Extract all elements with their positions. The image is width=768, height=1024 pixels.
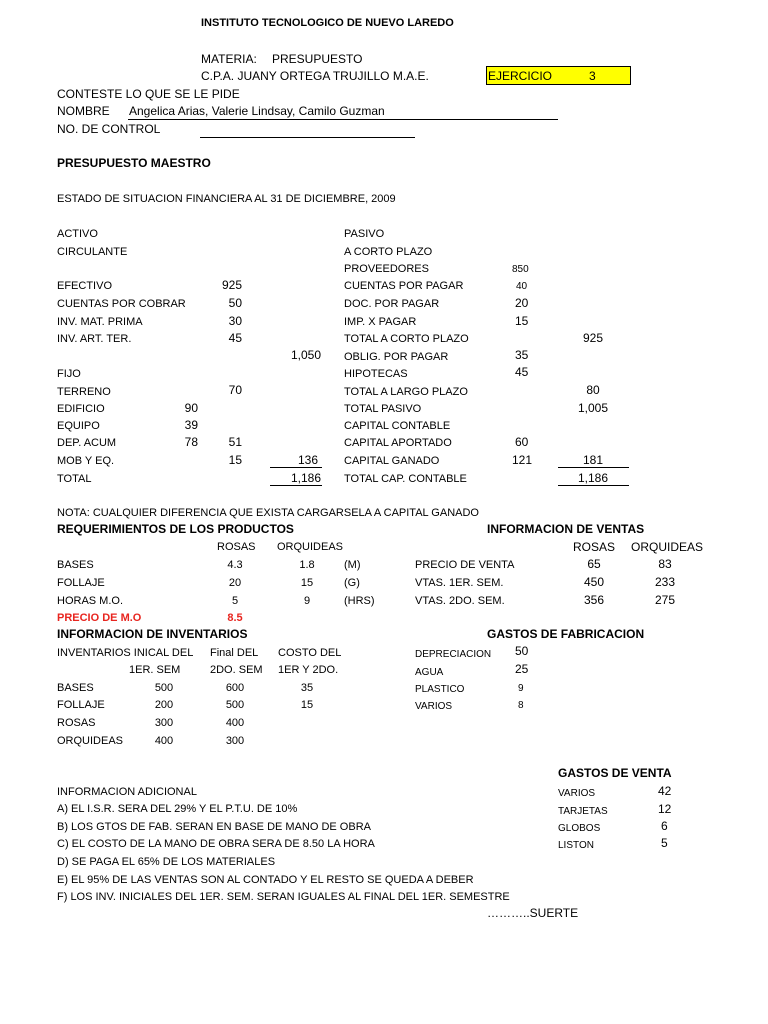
gastos-venta-label: TARJETAS [558,806,608,817]
inv-row-label: ROSAS [57,717,96,729]
edificio-value: 90 [184,401,198,415]
inv-header-2a: Final DEL [210,647,259,659]
exercise-number: 3 [589,69,596,83]
inv-costo-value: 35 [300,682,314,694]
circulante-total: 1,050 [290,348,321,362]
materia-label: MATERIA: [201,52,257,66]
total-activo-value: 1,186 [290,471,321,485]
capital-ganado-value: 121 [512,453,533,467]
gastos-venta-value: 12 [658,802,672,816]
total-corto-label: TOTAL A CORTO PLAZO [344,333,469,345]
ventas-orquideas-value: 233 [654,575,676,589]
gastos-venta-value: 6 [661,819,668,833]
pasivo-title: PASIVO [344,228,385,240]
gastos-venta-label: GLOBOS [558,823,601,834]
name-value: Angelica Arias, Valerie Lindsay, Camilo Guzman [129,104,385,118]
activo-value: 45 [228,331,242,345]
capital-ganado-total: 181 [582,453,604,467]
imp-pagar-value: 15 [515,314,529,328]
inv-row-label: ORQUIDEAS [57,735,124,747]
inv-header-3a: COSTO DEL [278,647,342,659]
adicional-item: E) EL 95% DE LAS VENTAS SON AL CONTADO Y EL RESTO SE QUEDA A DEBER [57,874,474,886]
hipotecas-value: 45 [515,365,529,379]
inventarios-title: INFORMACION DE INVENTARIOS [57,627,248,641]
total-cap-underline [558,485,629,486]
total-cap-value: 1,186 [577,471,609,485]
fijo-total: 136 [297,453,318,467]
req-row-label: HORAS M.O. [57,595,124,607]
ventas-rosas-value: 356 [583,593,605,607]
ventas-col-orquideas: ORQUIDEAS [631,540,704,554]
corto-plazo-title: A CORTO PLAZO [344,246,433,258]
req-col-rosas: ROSAS [217,541,256,553]
gastos-fab-value: 50 [515,644,529,658]
materia-value: PRESUPUESTO [272,52,363,66]
edificio-label: EDIFICIO [57,403,105,415]
control-underline [200,137,415,138]
capital-contable-label: CAPITAL CONTABLE [344,420,451,432]
adicional-item: D) SE PAGA EL 65% DE LOS MATERIALES [57,856,276,868]
precio-mo-label: PRECIO DE M.O [57,612,142,624]
gastos-fab-label: PLASTICO [415,684,465,695]
dep-acum-value: 78 [184,435,198,449]
nota: NOTA: CUALQUIER DIFERENCIA QUE EXISTA CARGARSELA A CAPITAL GANADO [57,507,479,519]
gastos-fab-value: 8 [518,700,524,711]
inv-fin-value: 400 [225,717,245,729]
instruction: CONTESTE LO QUE SE LE PIDE [57,87,240,101]
oblig-value: 35 [515,348,529,362]
equipo-label: EQUIPO [57,420,100,432]
inv-fin-value: 600 [225,682,245,694]
activo-label: CUENTAS POR COBRAR [57,298,186,310]
total-corto-value: 925 [582,331,604,345]
inv-costo-value: 15 [300,699,314,711]
activo-value: 30 [228,314,242,328]
gastos-venta-label: VARIOS [558,788,596,799]
activo-label: EFECTIVO [57,280,113,292]
capital-aportado-value: 60 [515,435,529,449]
req-orquideas-value: 15 [300,577,314,589]
fijo-title: FIJO [57,368,81,380]
inv-header-2b: 2DO. SEM [210,664,263,676]
gastos-fab-value: 9 [518,683,524,694]
cuentas-pagar-label: CUENTAS POR PAGAR [344,280,464,292]
inv-ini-value: 500 [154,682,174,694]
ventas-rosas-value: 450 [583,575,605,589]
req-row-label: BASES [57,559,94,571]
ventas-row-label: VTAS. 2DO. SEM. [415,595,505,607]
activo-title: ACTIVO [57,228,98,240]
circulante-title: CIRCULANTE [57,246,128,258]
mob-label: MOB Y EQ. [57,455,115,467]
fijo-underline [270,467,322,468]
activo-label: INV. MAT. PRIMA [57,316,143,328]
control-label: NO. DE CONTROL [57,122,161,136]
institute-title: INSTITUTO TECNOLOGICO DE NUEVO LAREDO [201,17,454,29]
hipotecas-label: HIPOTECAS [344,368,408,380]
total-largo-value: 80 [586,383,600,397]
gastos-venta-title: GASTOS DE VENTA [558,766,672,780]
gastos-fab-title: GASTOS DE FABRICACION [487,627,645,641]
req-orquideas-value: 1.8 [299,559,315,571]
capital-ganado-label: CAPITAL GANADO [344,455,440,467]
req-unit: (M) [344,559,361,571]
precio-mo-value: 8.5 [227,612,243,624]
ventas-rosas-value: 65 [587,557,601,571]
activo-label: INV. ART. TER. [57,333,132,345]
ventas-col-rosas: ROSAS [573,540,616,554]
req-rosas-value: 20 [228,577,242,589]
suerte-text: ………..SUERTE [487,906,579,920]
gastos-venta-value: 5 [661,836,668,850]
total-activo-label: TOTAL [57,473,92,485]
inv-header-1a: INVENTARIOS INICAL DEL [57,647,194,659]
capital-underline [558,467,629,468]
gastos-fab-label: AGUA [415,667,444,678]
gastos-venta-value: 42 [658,784,672,798]
equipo-value: 39 [184,418,198,432]
gastos-fab-value: 25 [515,662,529,676]
page-title: PRESUPUESTO MAESTRO [57,156,211,170]
gastos-venta-label: LISTON [558,840,594,851]
proveedores-label: PROVEEDORES [344,263,429,275]
gastos-fab-label: DEPRECIACION [415,649,492,660]
oblig-label: OBLIG. POR PAGAR [344,351,449,363]
adicional-item: C) EL COSTO DE LA MANO DE OBRA SERA DE 8.50 LA HORA [57,838,375,850]
requerimientos-title: REQUERIMIENTOS DE LOS PRODUCTOS [57,522,294,536]
ventas-row-label: VTAS. 1ER. SEM. [415,577,504,589]
capital-aportado-label: CAPITAL APORTADO [344,437,452,449]
inv-ini-value: 400 [154,735,174,747]
activo-value: 50 [228,296,242,310]
adicional-item: B) LOS GTOS DE FAB. SERAN EN BASE DE MANO DE OBRA [57,821,371,833]
inv-fin-value: 300 [225,735,245,747]
dep-acum-net: 51 [228,435,242,449]
name-underline [128,119,558,120]
gastos-fab-label: VARIOS [415,701,453,712]
proveedores-value: 850 [512,264,529,275]
exercise-label: EJERCICIO [488,69,553,83]
terreno-label: TERRENO [57,386,111,398]
terreno-value: 70 [228,383,242,397]
total-largo-label: TOTAL A LARGO PLAZO [344,386,468,398]
adicional-item: A) EL I.S.R. SERA DEL 29% Y EL P.T.U. DE 10% [57,803,298,815]
teacher-name: C.P.A. JUANY ORTEGA TRUJILLO M.A.E. [201,69,429,83]
total-pasivo-label: TOTAL PASIVO [344,403,422,415]
req-row-label: FOLLAJE [57,577,105,589]
imp-pagar-label: IMP. X PAGAR [344,316,417,328]
ventas-orquideas-value: 83 [658,557,672,571]
ventas-row-label: PRECIO DE VENTA [415,559,515,571]
inv-fin-value: 500 [225,699,245,711]
mob-value: 15 [228,453,242,467]
inv-header-3b: 1ER Y 2DO. [278,664,339,676]
adicional-item: F) LOS INV. INICIALES DEL 1ER. SEM. SERAN IGUALES AL FINAL DEL 1ER. SEMESTRE [57,891,510,903]
inv-row-label: BASES [57,682,94,694]
balance-heading: ESTADO DE SITUACION FINANCIERA AL 31 DE DICIEMBRE, 2009 [57,193,396,205]
ventas-orquideas-value: 275 [654,593,676,607]
inv-header-1b: 1ER. SEM [129,664,181,676]
total-pasivo-value: 1,005 [577,401,609,415]
cuentas-pagar-value: 40 [516,281,528,292]
total-activo-underline [270,485,322,486]
name-label: NOMBRE [57,104,110,118]
doc-pagar-value: 20 [515,296,529,310]
doc-pagar-label: DOC. POR PAGAR [344,298,440,310]
ventas-title: INFORMACION DE VENTAS [487,522,645,536]
inv-ini-value: 200 [154,699,174,711]
req-orquideas-value: 9 [303,595,311,607]
req-rosas-value: 5 [231,595,239,607]
inv-ini-value: 300 [154,717,174,729]
req-col-orquideas: ORQUIDEAS [277,541,344,553]
req-unit: (G) [344,577,360,589]
req-rosas-value: 4.3 [227,559,243,571]
dep-acum-label: DEP. ACUM [57,437,117,449]
req-unit: (HRS) [344,595,375,607]
inv-row-label: FOLLAJE [57,699,105,711]
adicional-title: INFORMACION ADICIONAL [57,786,197,798]
activo-value: 925 [221,278,242,292]
total-cap-label: TOTAL CAP. CONTABLE [344,473,467,485]
